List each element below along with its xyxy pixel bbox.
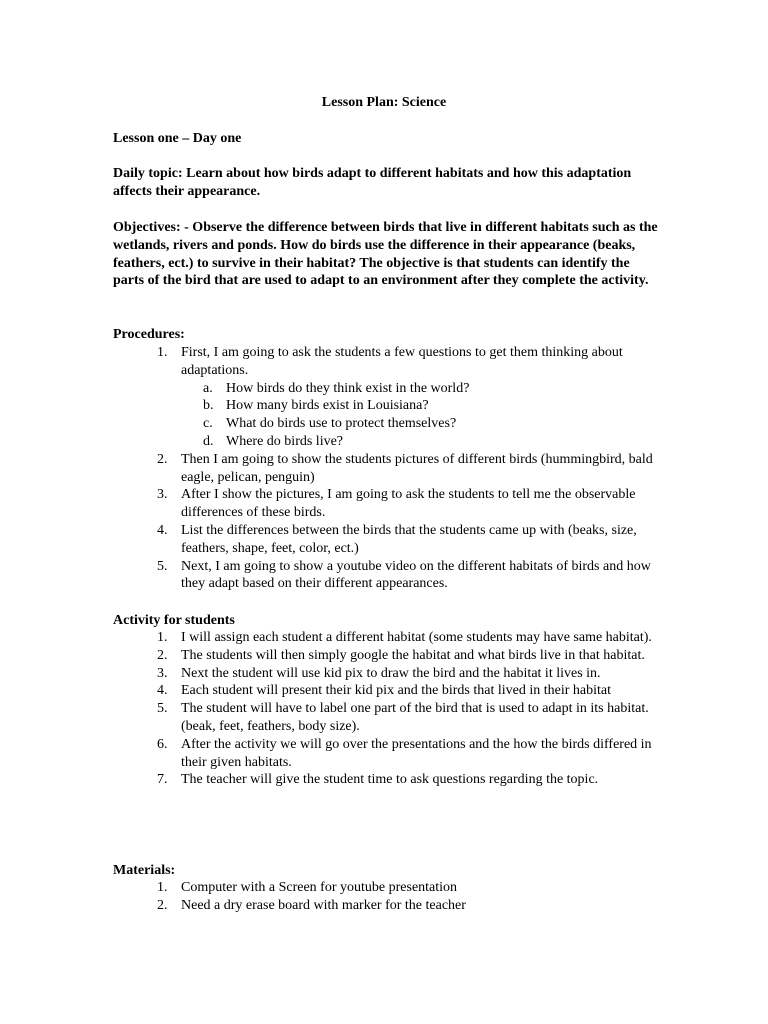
sub-list-item bbox=[113, 380, 658, 398]
list-text: I will assign each student a different habitat (some students may have same habitat). bbox=[181, 630, 652, 645]
activity-heading: Activity for students bbox=[113, 613, 235, 628]
sub-list-item bbox=[113, 433, 658, 451]
list-letter: a. bbox=[203, 380, 213, 396]
activity-list bbox=[113, 629, 658, 789]
list-item bbox=[113, 682, 658, 700]
list-text: The teacher will give the student time to ask questions regarding the topic. bbox=[181, 772, 599, 788]
list-text: How birds do they think exist in the world? bbox=[226, 380, 470, 396]
lesson-heading: Lesson one – Day one bbox=[113, 131, 242, 146]
list-number: 3. bbox=[157, 665, 168, 681]
list-number: 5. bbox=[157, 701, 168, 717]
list-text: First, I am going to ask the students a few questions to get them thinking about adaptations. bbox=[181, 345, 623, 378]
list-text: Next the student will use kid pix to draw the bird and the habitat it lives in. bbox=[181, 665, 601, 681]
list-item bbox=[113, 558, 658, 594]
list-text: Computer with a Screen for youtube presentation bbox=[181, 880, 458, 895]
list-number: 2. bbox=[157, 897, 168, 913]
list-text: Need a dry erase board with marker for the teacher bbox=[181, 897, 466, 913]
list-item bbox=[113, 736, 658, 772]
list-text: List the differences between the birds that the students came up with (beaks, size, feathers, shape, feet, color, ect.) bbox=[181, 522, 637, 556]
list-letter: c. bbox=[203, 416, 213, 432]
list-text: Where do birds live? bbox=[226, 433, 344, 449]
list-text: After the activity we will go over the presentations and the how the birds differed in their given habitats. bbox=[181, 736, 652, 770]
list-number: 4. bbox=[157, 683, 168, 699]
list-number: 4. bbox=[157, 522, 168, 538]
list-text: Next, I am going to show a youtube video on the different habitats of birds and how they adapt based on their different appearances. bbox=[181, 558, 651, 592]
list-text: The students will then simply google the habitat and what birds live in that habitat. bbox=[181, 647, 645, 663]
list-number: 7. bbox=[157, 772, 168, 788]
list-text: How many birds exist in Louisiana? bbox=[226, 398, 429, 414]
list-item bbox=[113, 897, 658, 915]
procedures-list bbox=[113, 344, 658, 593]
list-item bbox=[113, 700, 658, 736]
sub-list-item bbox=[113, 397, 658, 415]
list-text: Each student will present their kid pix and the birds that lived in their habitat bbox=[181, 683, 612, 699]
list-text: After I show the pictures, I am going to ask the students to tell me the observable differences of these birds. bbox=[181, 487, 636, 521]
list-item bbox=[113, 647, 658, 665]
list-number: 5. bbox=[157, 558, 168, 574]
list-text: Then I am going to show the students pictures of different birds (hummingbird, bald eagle, pelican, penguin) bbox=[181, 451, 653, 485]
procedures-heading: Procedures: bbox=[113, 327, 185, 342]
list-number: 1. bbox=[157, 345, 168, 360]
list-number: 2. bbox=[157, 647, 168, 663]
list-number: 1. bbox=[157, 630, 168, 645]
list-number: 3. bbox=[157, 487, 168, 503]
daily-topic: Daily topic: Learn about how birds adapt to different habitats and how this adaptation affects their appearance. bbox=[113, 166, 632, 199]
list-number: 6. bbox=[157, 736, 168, 752]
list-item bbox=[113, 665, 658, 683]
materials-heading: Materials: bbox=[113, 863, 176, 878]
list-number: 1. bbox=[157, 880, 168, 895]
list-item bbox=[113, 629, 658, 647]
list-letter: d. bbox=[203, 433, 214, 449]
list-item bbox=[113, 522, 658, 558]
objectives: Objectives: - Observe the difference between birds that live in different habitats such as the wetlands, rivers and ponds. How do birds use the difference in their appearance (beaks, feathers, ect.) to survive in their habitat? The objective is that students can identify the parts of the bird that are used to adapt to an environment after they complete the activity. bbox=[113, 220, 658, 289]
list-text: What do birds use to protect themselves? bbox=[226, 416, 457, 432]
page-title: Lesson Plan: Science bbox=[321, 95, 447, 110]
list-item bbox=[113, 344, 658, 380]
list-item bbox=[113, 879, 658, 897]
list-item bbox=[113, 486, 658, 522]
list-text: The student will have to label one part of the bird that is used to adapt in its habitat. (beak, feet, feathers, body size). bbox=[181, 701, 649, 734]
list-item bbox=[113, 771, 658, 789]
sub-list-item bbox=[113, 415, 658, 433]
list-item bbox=[113, 451, 658, 487]
list-number: 2. bbox=[157, 451, 168, 467]
list-letter: b. bbox=[203, 398, 214, 414]
materials-list bbox=[113, 879, 658, 915]
